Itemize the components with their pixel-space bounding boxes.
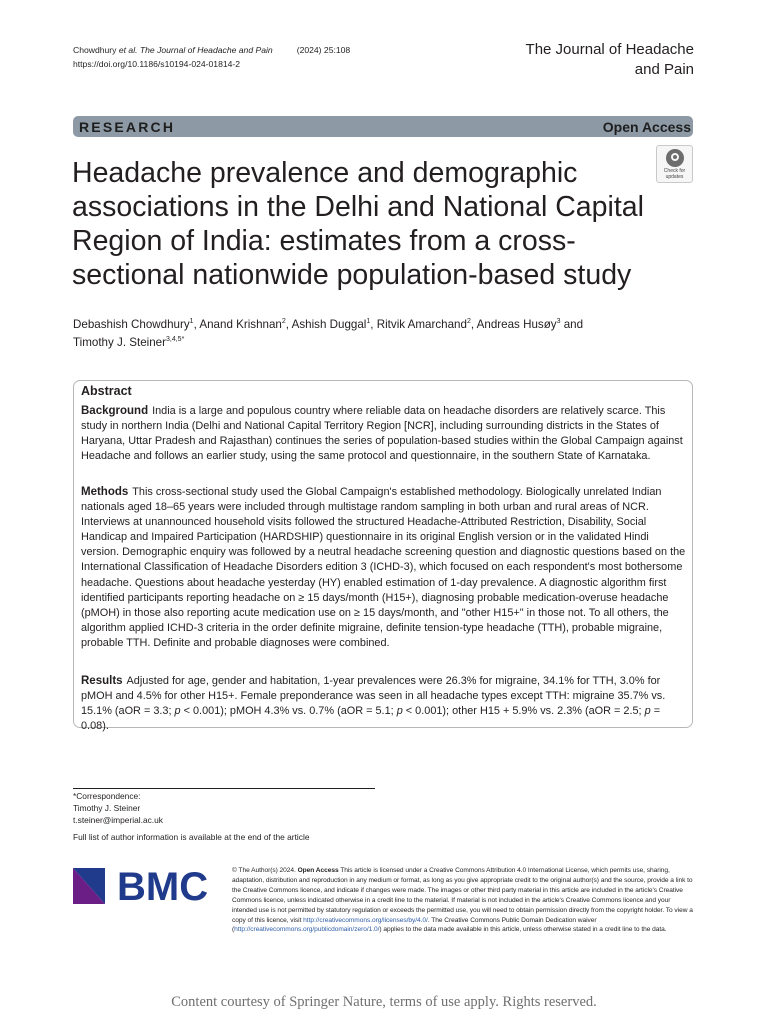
author-affiliation: 3 (556, 318, 561, 325)
results-text: < 0.001); pMOH 4.3% vs. 0.7% (aOR = 5.1; (180, 705, 397, 718)
license-part: . The Creative Commons Public Domain Dedication waiver ( (232, 916, 597, 934)
badge-line1: Check for (663, 168, 686, 174)
results-label: Results (81, 675, 123, 687)
results-text: Adjusted for age, gender and habitation, 1-year prevalences were 26.3% for migraine, 34.1% for TTH, 3.0% for pMOH and 4.5% for other H15+. Female preponderance was seen in all headache types except TTH: migraine 35.7% vs. 15.1% (aOR = 3.3; (81, 675, 666, 718)
courtesy-footer: Content courtesy of Springer Nature, terms of use apply. Rights reserved. (171, 994, 597, 1010)
results-text: = 0.08). (81, 705, 661, 733)
journal-name-line1: The Journal of Headache (525, 41, 694, 58)
background-label: Background (81, 405, 149, 417)
license-part: © The Author(s) 2024. (232, 867, 298, 874)
title-line2: associations in the Delhi and National Capital (72, 191, 644, 223)
correspondence-email[interactable]: t.steiner@imperial.ac.uk (73, 815, 163, 825)
author-name[interactable]: Ashish Duggal (291, 318, 367, 331)
citation-journal: et al. The Journal of Headache and Pain (118, 45, 273, 55)
author-affiliation: 2 (466, 318, 471, 325)
author-name[interactable]: Anand Krishnan (199, 318, 282, 331)
author-separator: , (193, 318, 200, 331)
article-type-label: RESEARCH (79, 119, 176, 135)
methods-label: Methods (81, 486, 129, 498)
author-affiliation: 1 (366, 318, 371, 325)
p-symbol: p (396, 705, 403, 718)
author-affiliation: 2 (281, 318, 286, 325)
author-name[interactable]: Debashish Chowdhury (73, 318, 190, 331)
results-text: < 0.001); other H15 + 5.9% vs. 2.3% (aOR = 2.5; (402, 705, 645, 718)
author-affiliation: 3,4,5* (166, 336, 185, 343)
author-list (73, 316, 673, 352)
author-affiliation: 1 (189, 318, 194, 325)
badge-line2: updates (665, 173, 684, 180)
license-link-cc-by[interactable]: http://creativecommons.org/licenses/by/4.0/ (303, 916, 428, 924)
citation-authors-journal (73, 43, 350, 57)
license-open-access: Open Access (297, 867, 339, 874)
p-symbol: p (644, 705, 651, 718)
article-title (72, 156, 672, 292)
author-info-note: Full list of author information is available at the end of the article (73, 832, 310, 842)
methods-text: This cross-sectional study used the Global Campaign's established methodology. Biologically unrelated Indian nationals aged 18–65 years were included through multistage random sampling in both urban and rural areas of NCR. Interviews at unannounced household visits followed the structured Headache-Attributed Restriction, Disability, Social Handicap and Impaired Participation (HARDSHIP) questionnaire in its original English version or in the validated Hindi version. Demographic enquiry was followed by a neutral headache screening question and diagnostic questions based on the International Classification of Headache Disorders edition 3 (ICHD-3), which focused on each respondent's most bothersome headache. Questions about headache yesterday (HY) enabled estimation of 1-day prevalence. A diagnostic algorithm first identified participants reporting headache on ≥ 15 days/month (H15+), diagnosing probable medication-overuse headache (pMOH) in those also reporting acute medication use on ≥ 15 days/month, and "other H15+" in those not. To all others, the algorithm applied ICHD-3 criteria in the order definite migraine, definite tension-type headache (TTH), probable migraine, probable TTH. Definite and probable diagnoses were combined. (81, 486, 686, 649)
correspondence-label: *Correspondence: (73, 791, 141, 801)
bmc-logo[interactable] (73, 868, 213, 904)
citation-author: Chowdhury (73, 45, 117, 55)
abstract-heading: Abstract (81, 384, 132, 398)
journal-name (474, 40, 694, 79)
abstract-results (81, 674, 686, 734)
bmc-logo-text: BMC (117, 868, 209, 904)
citation-year-volume: (2024) 25:108 (296, 45, 351, 55)
author-separator: , (370, 318, 377, 331)
license-part: ) applies to the data made available in this article, unless otherwise stated in a credit line to the data. (379, 926, 667, 934)
author-name[interactable]: Timothy J. Steiner (73, 336, 166, 349)
p-symbol: p (174, 705, 181, 718)
author-separator: , (285, 318, 292, 331)
doi-link[interactable]: https://doi.org/10.1186/s10194-024-01814-2 (73, 59, 241, 69)
license-part: This article is licensed under a Creative Commons Attribution 4.0 International License, which permits use, sharing, adaptation, distribution and reproduction in any medium or format, as long as you give appropriate credit to the original author(s) and the source, provide a link to the Creative Commons licence, and indicate if changes were made. The images or other third party material in this article are included in the article's Creative Commons licence, unless indicated otherwise in a credit line to the material. If material is not included in the article's Creative Commons licence and your intended use is not permitted by statutory regulation or exceeds the permitted use, you will need to obtain permission directly from the copyright holder. To view a copy of this licence, visit (232, 867, 693, 924)
title-line3: Region of India: estimates from a cross- (72, 225, 576, 257)
title-line4: sectional nationwide population-based study (72, 259, 632, 291)
author-separator: , (470, 318, 477, 331)
correspondence-name: Timothy J. Steiner (73, 803, 141, 813)
author-name[interactable]: Andreas Husøy (476, 318, 557, 331)
abstract-methods (81, 485, 686, 651)
license-link-cc0[interactable]: http://creativecommons.org/publicdomain/zero/1.0/ (234, 926, 380, 934)
author-name[interactable]: Ritvik Amarchand (376, 318, 467, 331)
license-text (232, 866, 694, 935)
abstract-background (81, 404, 686, 464)
title-line1: Headache prevalence and demographic (72, 157, 578, 189)
footnote-rule (73, 788, 375, 789)
correspondence-block (73, 790, 163, 826)
journal-name-line2: and Pain (634, 60, 694, 78)
citation-line (73, 43, 350, 71)
background-text: India is a large and populous country where reliable data on headache disorders are relatively scarce. This study in northern India (Delhi and National Capital Territory Region [NCR], including surrounding districts in the States of Haryana, Uttar Pradesh and Rajasthan) continues the series of population-based studies within the Global Campaign against Headache and follows an earlier study, using the same protocol and questionnaire, in the southern State of Karnataka. (81, 405, 683, 463)
author-separator: and (560, 318, 584, 331)
open-access-label: Open Access (602, 119, 691, 135)
